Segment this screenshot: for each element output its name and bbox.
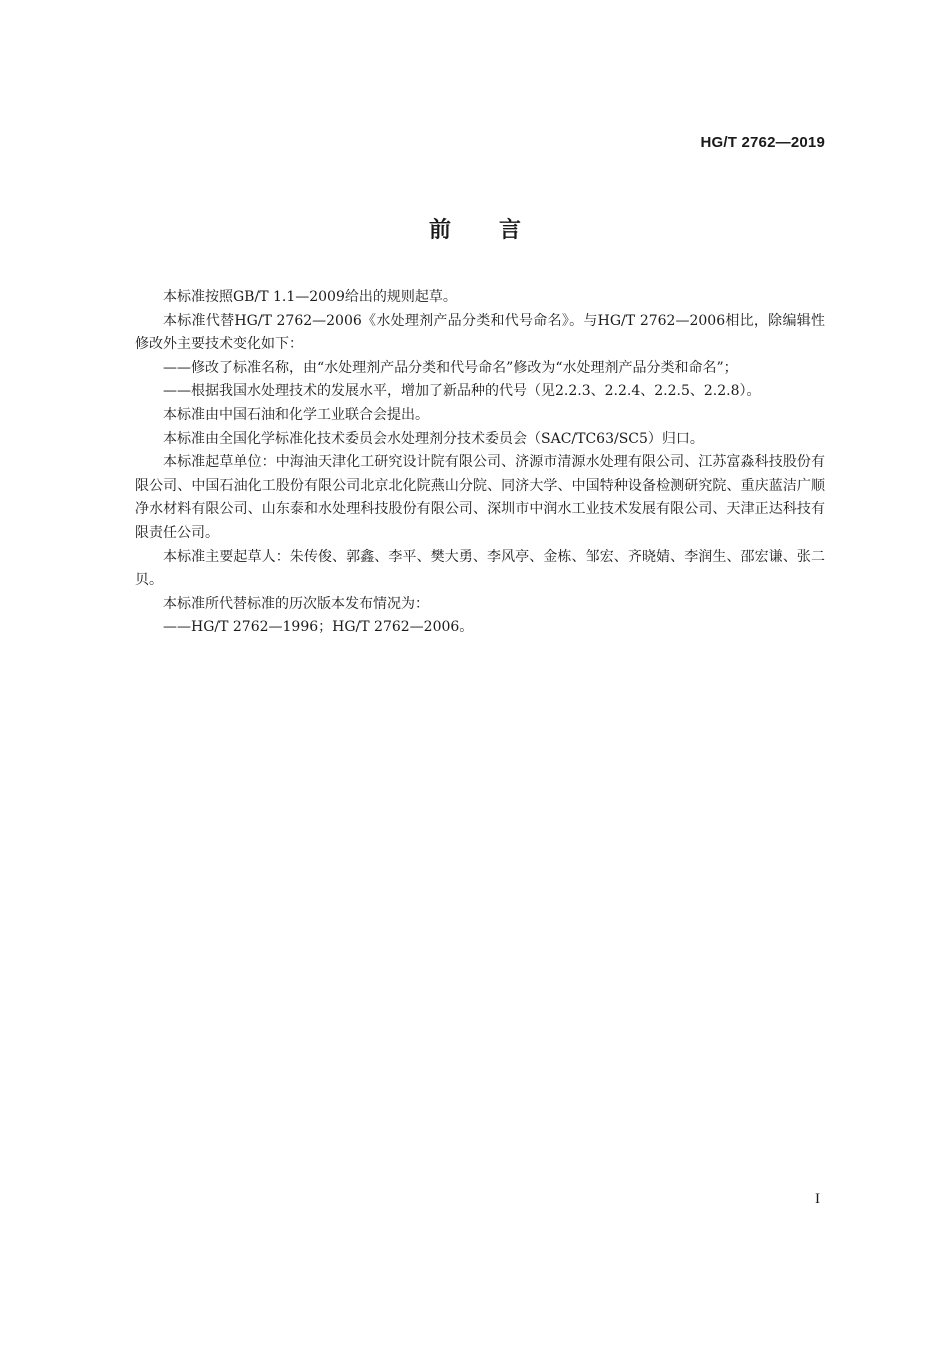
list-item: ——修改了标准名称，由“水处理剂产品分类和代号命名”修改为“水处理剂产品分类和命名”； — [163, 359, 738, 376]
paragraph: 本标准按照GB/T 1.1—2009给出的规则起草。 — [163, 289, 457, 305]
paragraph: 本标准起草单位：中海油天津化工研究设计院有限公司、济源市清源水处理有限公司、江苏富淼科技股份有限公司、中国石油化工股份有限公司北京北化院燕山分院、同济大学、中国特种设备检测研究院、重庆蓝洁广顺净水材料有限公司、山东泰和水处理科技股份有限公司、深圳市中润水工业技术发展有限公司、天津正达科技有限责任公司。 — [135, 454, 825, 541]
paragraph: 本标准主要起草人：朱传俊、郭鑫、李平、樊大勇、李风亭、金栋、邹宏、齐晓婧、李润生、邵宏谦、张二贝。 — [135, 548, 825, 589]
page-title: 前言 — [428, 218, 569, 243]
list-item: ——根据我国水处理技术的发展水平，增加了新品种的代号（见2.2.3、2.2.4、2.2.5、2.2.8）。 — [163, 383, 761, 400]
paragraph: 本标准由中国石油和化学工业联合会提出。 — [163, 406, 429, 423]
paragraph: 本标准所代替标准的历次版本发布情况为： — [163, 595, 429, 612]
foreword-body — [135, 286, 825, 640]
list-item: ——HG/T 2762—1996；HG/T 2762—2006。 — [163, 619, 474, 636]
page-number: I — [815, 1191, 820, 1207]
paragraph: 本标准代替HG/T 2762—2006《水处理剂产品分类和代号命名》。与HG/T 2762—2006相比，除编辑性修改外主要技术变化如下： — [135, 312, 825, 353]
standard-code: HG/T 2762—2019 — [700, 134, 825, 151]
paragraph: 本标准由全国化学标准化技术委员会水处理剂分技术委员会（SAC/TC63/SC5）归口。 — [163, 430, 704, 447]
